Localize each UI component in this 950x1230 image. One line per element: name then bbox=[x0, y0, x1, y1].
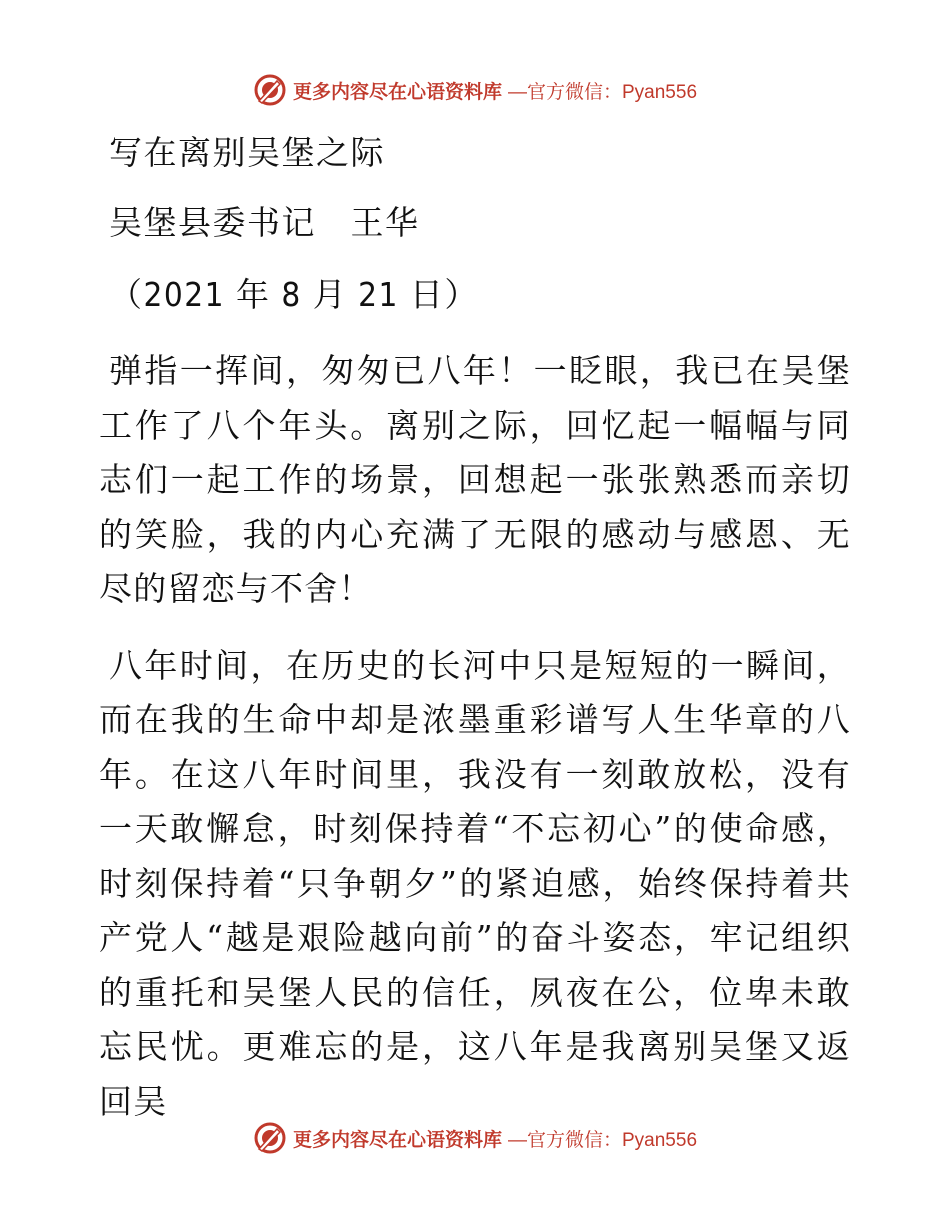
document-title: 写在离别吴堡之际 bbox=[109, 133, 385, 172]
banner-site-name: 更多内容尽在心语资料库 bbox=[292, 80, 502, 103]
banner-site-name: 更多内容尽在心语资料库 bbox=[292, 1128, 502, 1151]
header-watermark-banner bbox=[0, 70, 950, 110]
banner-wechat: —官方微信：Pyan556 bbox=[508, 1129, 698, 1151]
paragraph-1 bbox=[99, 344, 851, 617]
document-body bbox=[99, 120, 851, 1129]
quill-seal-icon bbox=[253, 1121, 287, 1155]
document-author: 吴堡县委书记 王华 bbox=[109, 203, 420, 242]
paragraph-2 bbox=[99, 639, 851, 1130]
document-date: （2021 年 8 月 21 日） bbox=[109, 275, 479, 314]
paragraph-2-text: 八年时间，在历史的长河中只是短短的一瞬间，而在我的生命中却是浓墨重彩谱写人生华章的八年。在这八年时间里，我没有一刻敢放松，没有一天敢懈怠，时刻保持着“不忘初心”的使命感，时刻保持着“只争朝夕”的紧迫感，始终保持着共产党人“越是艰险越向前”的奋斗姿态，牢记组织的重托和吴堡人民的信任，夙夜在公，位卑未敢忘民忧。更难忘的是，这八年是我离别吴堡又返回吴 bbox=[99, 645, 851, 1121]
banner-wechat: —官方微信：Pyan556 bbox=[508, 81, 698, 103]
footer-watermark-banner bbox=[0, 1118, 950, 1158]
paragraph-1-text: 弹指一挥间，匆匆已八年！一眨眼，我已在吴堡工作了八个年头。离别之际，回忆起一幅幅与同志们一起工作的场景，回想起一张张熟悉而亲切的笑脸，我的内心充满了无限的感动与感恩、无尽的留恋与不舍！ bbox=[99, 351, 851, 608]
quill-seal-icon bbox=[253, 73, 287, 107]
